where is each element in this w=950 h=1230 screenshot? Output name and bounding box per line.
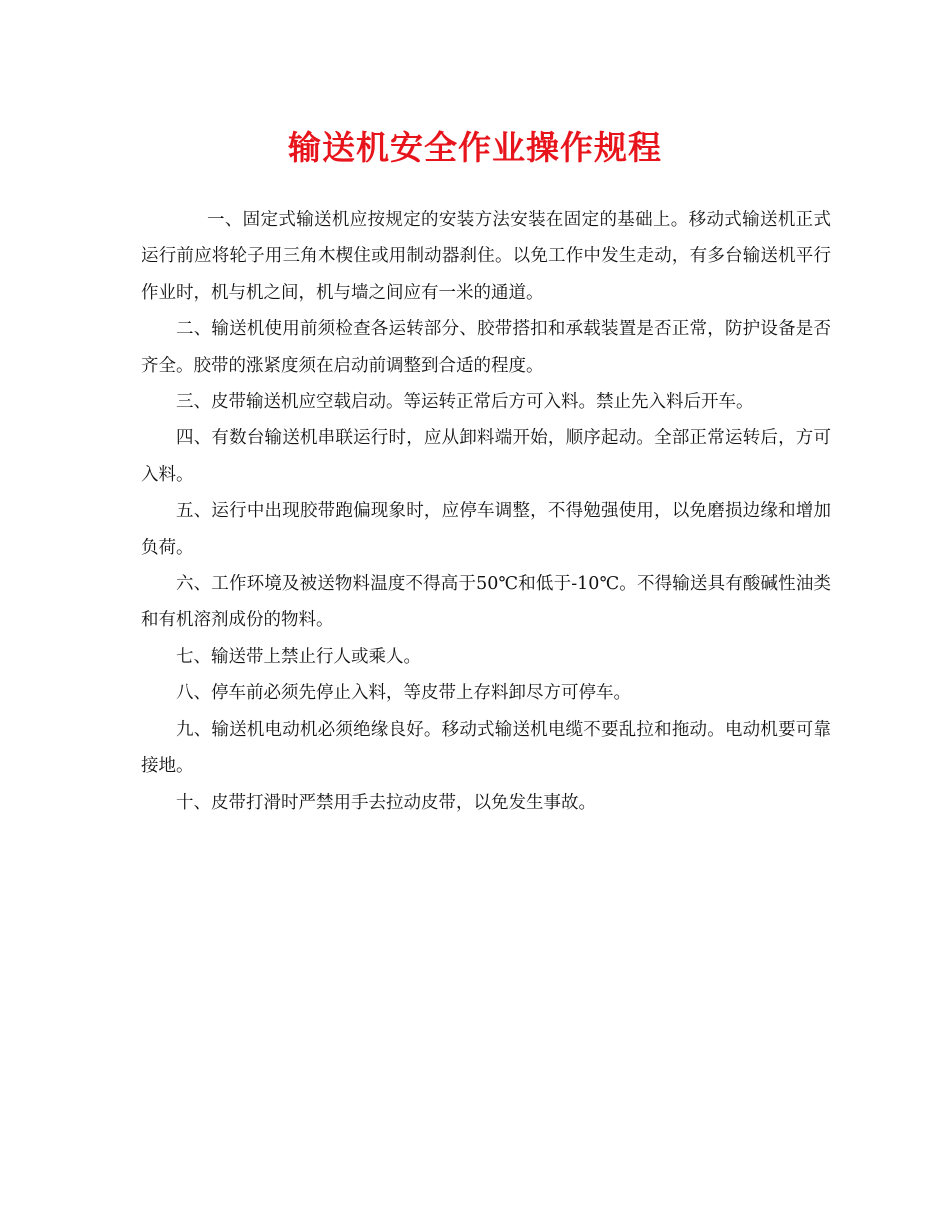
- rule-paragraph-2: 二、输送机使用前须检查各运转部分、胶带搭扣和承载装置是否正常，防护设备是否齐全。胶带的涨紧度须在启动前调整到合适的程度。: [141, 319, 831, 376]
- document-title: 输送机安全作业操作规程: [288, 128, 662, 167]
- rule-paragraph-6: 六、工作环境及被送物料温度不得高于50℃和低于-10℃。不得输送具有酸碱性油类和有机溶剂成份的物料。: [141, 574, 831, 631]
- rule-paragraph-7: 七、输送带上禁止行人或乘人。: [176, 646, 421, 667]
- rule-paragraph-10: 十、皮带打滑时严禁用手去拉动皮带，以免发生事故。: [176, 792, 596, 813]
- rule-paragraph-4: 四、有数台输送机串联运行时，应从卸料端开始，顺序起动。全部正常运转后，方可入料。: [141, 428, 831, 485]
- document-body: [141, 202, 831, 821]
- rule-paragraph-1: 一、固定式输送机应按规定的安装方法安装在固定的基础上。移动式输送机正式运行前应将轮子用三角木楔住或用制动器刹住。以免工作中发生走动，有多台输送机平行作业时，机与机之间，机与墙之间应有一米的通道。: [141, 210, 831, 303]
- rule-paragraph-9: 九、输送机电动机必须绝缘良好。移动式输送机电缆不要乱拉和拖动。电动机要可靠接地。: [141, 719, 831, 777]
- rule-paragraph-8: 八、停车前必须先停止入料，等皮带上存料卸尽方可停车。: [176, 683, 631, 704]
- rule-paragraph-3: 三、皮带输送机应空载启动。等运转正常后方可入料。禁止先入料后开车。: [176, 392, 754, 413]
- rule-paragraph-5: 五、运行中出现胶带跑偏现象时，应停车调整，不得勉强使用，以免磨损边缘和增加负荷。: [141, 501, 831, 558]
